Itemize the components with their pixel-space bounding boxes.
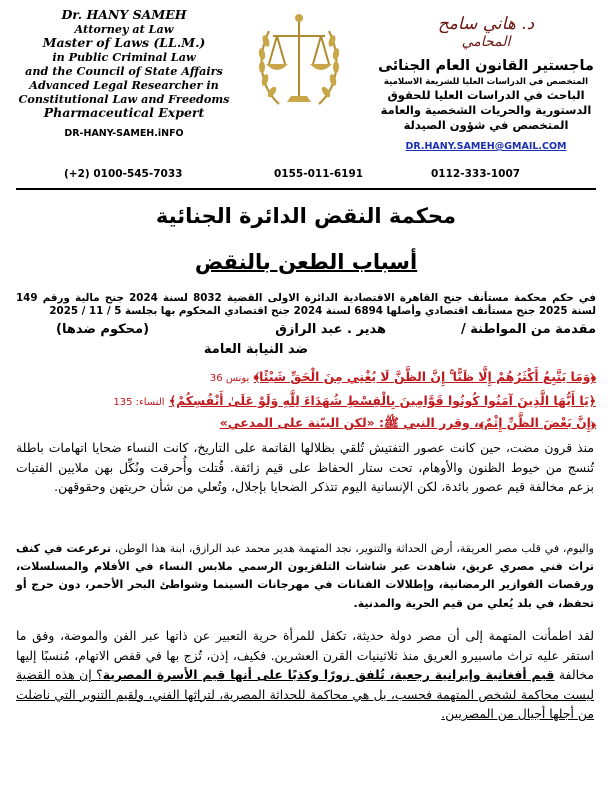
versus-line: ضد النيابة العامة <box>203 342 309 357</box>
case-intro: في حكم محكمة مستأنف جنح القاهرة الاقتصادية الدائرة الاولى القضية 8032 لسنة 2024 جنح مالية ورقم 149 لسنة 2025 جنح مستأنف اقتصادي وأصلها 6894 لسنة 2024 جنح اقتصادي المحكوم بها بجلسة 5 / 11 / 2025 <box>16 292 596 317</box>
lawyer-name: HANY SAMEH <box>86 7 187 22</box>
quote-hujurat <box>16 414 596 432</box>
arabic-researcher: الباحث في الدراسات العليا للحقوق <box>387 88 585 102</box>
quote-hujurat-text: ﴿إِنَّ بَعْضَ الظَّنِّ إِثْمٌ﴾، وقرر النبي ﷺ: «لكن البيّنة على المدعي» <box>219 415 596 430</box>
pharma-line: Pharmaceutical Expert <box>43 105 205 120</box>
lawyer-name-line <box>4 8 244 22</box>
paragraph-today-bold: ترعرعت في كنف تراث فني مصري عريق، شاهدت عبر شاشات التلفزيون الرسمي ملابس النساء في الأفلام والمسلسلات، ورقصات الفوازير الرمضانية، وإطلالات الفنانات في مهرجانات السينما وشواطئ البحر الأحمر، دون حرج أو تحفظ، في بلد يُعلي من قيم الحرية والمدنية. <box>16 542 594 610</box>
paragraph-modern-intro: لقد اطمأنت المتهمة إلى أن مصر دولة حديثة، تكفل للمرأة حرية التعبير عن ذاتها عبر الفن والموضة، وفق ما استقر عليه تراث ماسبيرو العريق منذ ثلاثينيات القرن العشرين. فكيف، إذن، تُزج بها في قفص الاتهام، مُنسبًا إليها مخالفة <box>16 628 595 682</box>
paragraph-modern-egypt <box>16 626 594 724</box>
paragraph-today-intro: واليوم، في قلب مصر العريقة، أرض الحداثة والتنوير، نجد المتهمة هدير محمد عبد الرازق، ابنة هذا الوطن، <box>111 542 594 555</box>
researcher-line: Advanced Legal Researcher in <box>29 78 219 92</box>
parties-line <box>16 322 596 342</box>
specialty-line: in Public Criminal Law <box>52 50 196 64</box>
header-divider <box>16 188 596 190</box>
submitted-by-label: مقدمة من المواطنة / <box>460 322 596 337</box>
paragraph-today <box>16 540 594 613</box>
quote-nisa-text: ﴿يَا أَيُّهَا الَّذِينَ آمَنُوا كُونُوا قَوَّامِينَ بِالْقِسْطِ شُهَدَاءَ لِلَّهِ وَلَوْ عَلَىٰ أَنْفُسِكُمْ﴾ <box>168 393 596 408</box>
attorney-line: Attorney at Law <box>74 22 174 36</box>
paragraph-history: منذ قرون مضت، حين كانت عصور التفتيش تُلقي بظلالها القاتمة على التاريخ، كانت النساء ضحايا اتهامات باطلة تُنسج من خيوط الظنون والأوهام، تحت ستار الحفاظ على قيم زائفة. قُتلت وأُحرقت ونُكِّل بهن ملايين الفتيات بزعم مخالفة قيم عصور بائدة، لكن الإنسانية اليوم تتذكر الضحايا بإجلال، وتُعلي من شأن حريتهن وحقوقهن. <box>16 440 594 494</box>
appellant-name: هدير . عبد الرازق <box>275 322 386 337</box>
arabic-specialty: المتخصص في الدراسات العليا للشريعة الاسلامية <box>383 77 589 87</box>
appellant-status: (محكوم ضدها) <box>56 322 150 337</box>
scales-of-justice-logo <box>249 6 349 116</box>
phone-right[interactable]: 0112-333-1007 <box>431 168 521 180</box>
quote-yunus-ref: يونس 36 <box>209 373 250 384</box>
phones-row <box>0 168 612 182</box>
arabic-pharma: المتخصص في شؤون الصيدلة <box>403 118 569 132</box>
arabic-title: ماجستير القانون العام الجنائى <box>378 58 594 74</box>
paragraph-modern-end: ؟ إن هذه القضية ليست محاكمة لشخص المتهمة فحسب، بل هي محاكمة للحداثة المصرية، لتراثها الفني، ولقيم التنوير التي ناضلت من أجلها أجيال من المصريين. <box>16 667 594 721</box>
quote-nisa <box>16 392 596 412</box>
phone-middle[interactable]: 0155-011-6191 <box>274 168 364 180</box>
signature: د. هاني سامح <box>437 14 535 34</box>
header-english-block <box>4 8 244 141</box>
page-subtitle <box>0 250 612 274</box>
quote-yunus-text: ﴿وَمَا يَتَّبِعُ أَكْثَرُهُمْ إِلَّا ظَنًّا ۚ إِنَّ الظَّنَّ لَا يُغْنِي مِنَ الْحَقِّ شَيْئًا﴾ <box>253 369 596 384</box>
subtitle-text: أسباب الطعن بالنقض <box>194 250 418 274</box>
council-line: and the Council of State Affairs <box>25 64 223 78</box>
quote-yunus <box>16 368 596 388</box>
quote-nisa-ref: النساء: 135 <box>113 397 165 408</box>
email-link[interactable]: DR.HANY.SAMEH@GMAIL.COM <box>405 141 567 152</box>
constitutional-line: Constitutional Law and Freedoms <box>18 92 230 106</box>
arabic-rights: الدستورية والحريات الشخصية والعامة <box>380 103 592 117</box>
header-arabic-block <box>366 14 606 152</box>
paragraph-modern-bold: قيم أفغانية وإيرانية رجعية، تُلفق زورًا وكذبًا على أنها قيم الأسرة المصرية <box>102 667 555 682</box>
phone-left[interactable]: (+2) 0100-545-7033 <box>64 168 183 180</box>
masters-line: Master of Laws (LL.M.) <box>42 35 206 50</box>
name-prefix: Dr. <box>61 7 83 22</box>
signature-title: المحامي <box>461 34 511 50</box>
website-text: DR-HANY-SAMEH.iNFO <box>64 128 184 139</box>
page-title: محكمة النقض الدائرة الجنائية <box>155 204 457 228</box>
